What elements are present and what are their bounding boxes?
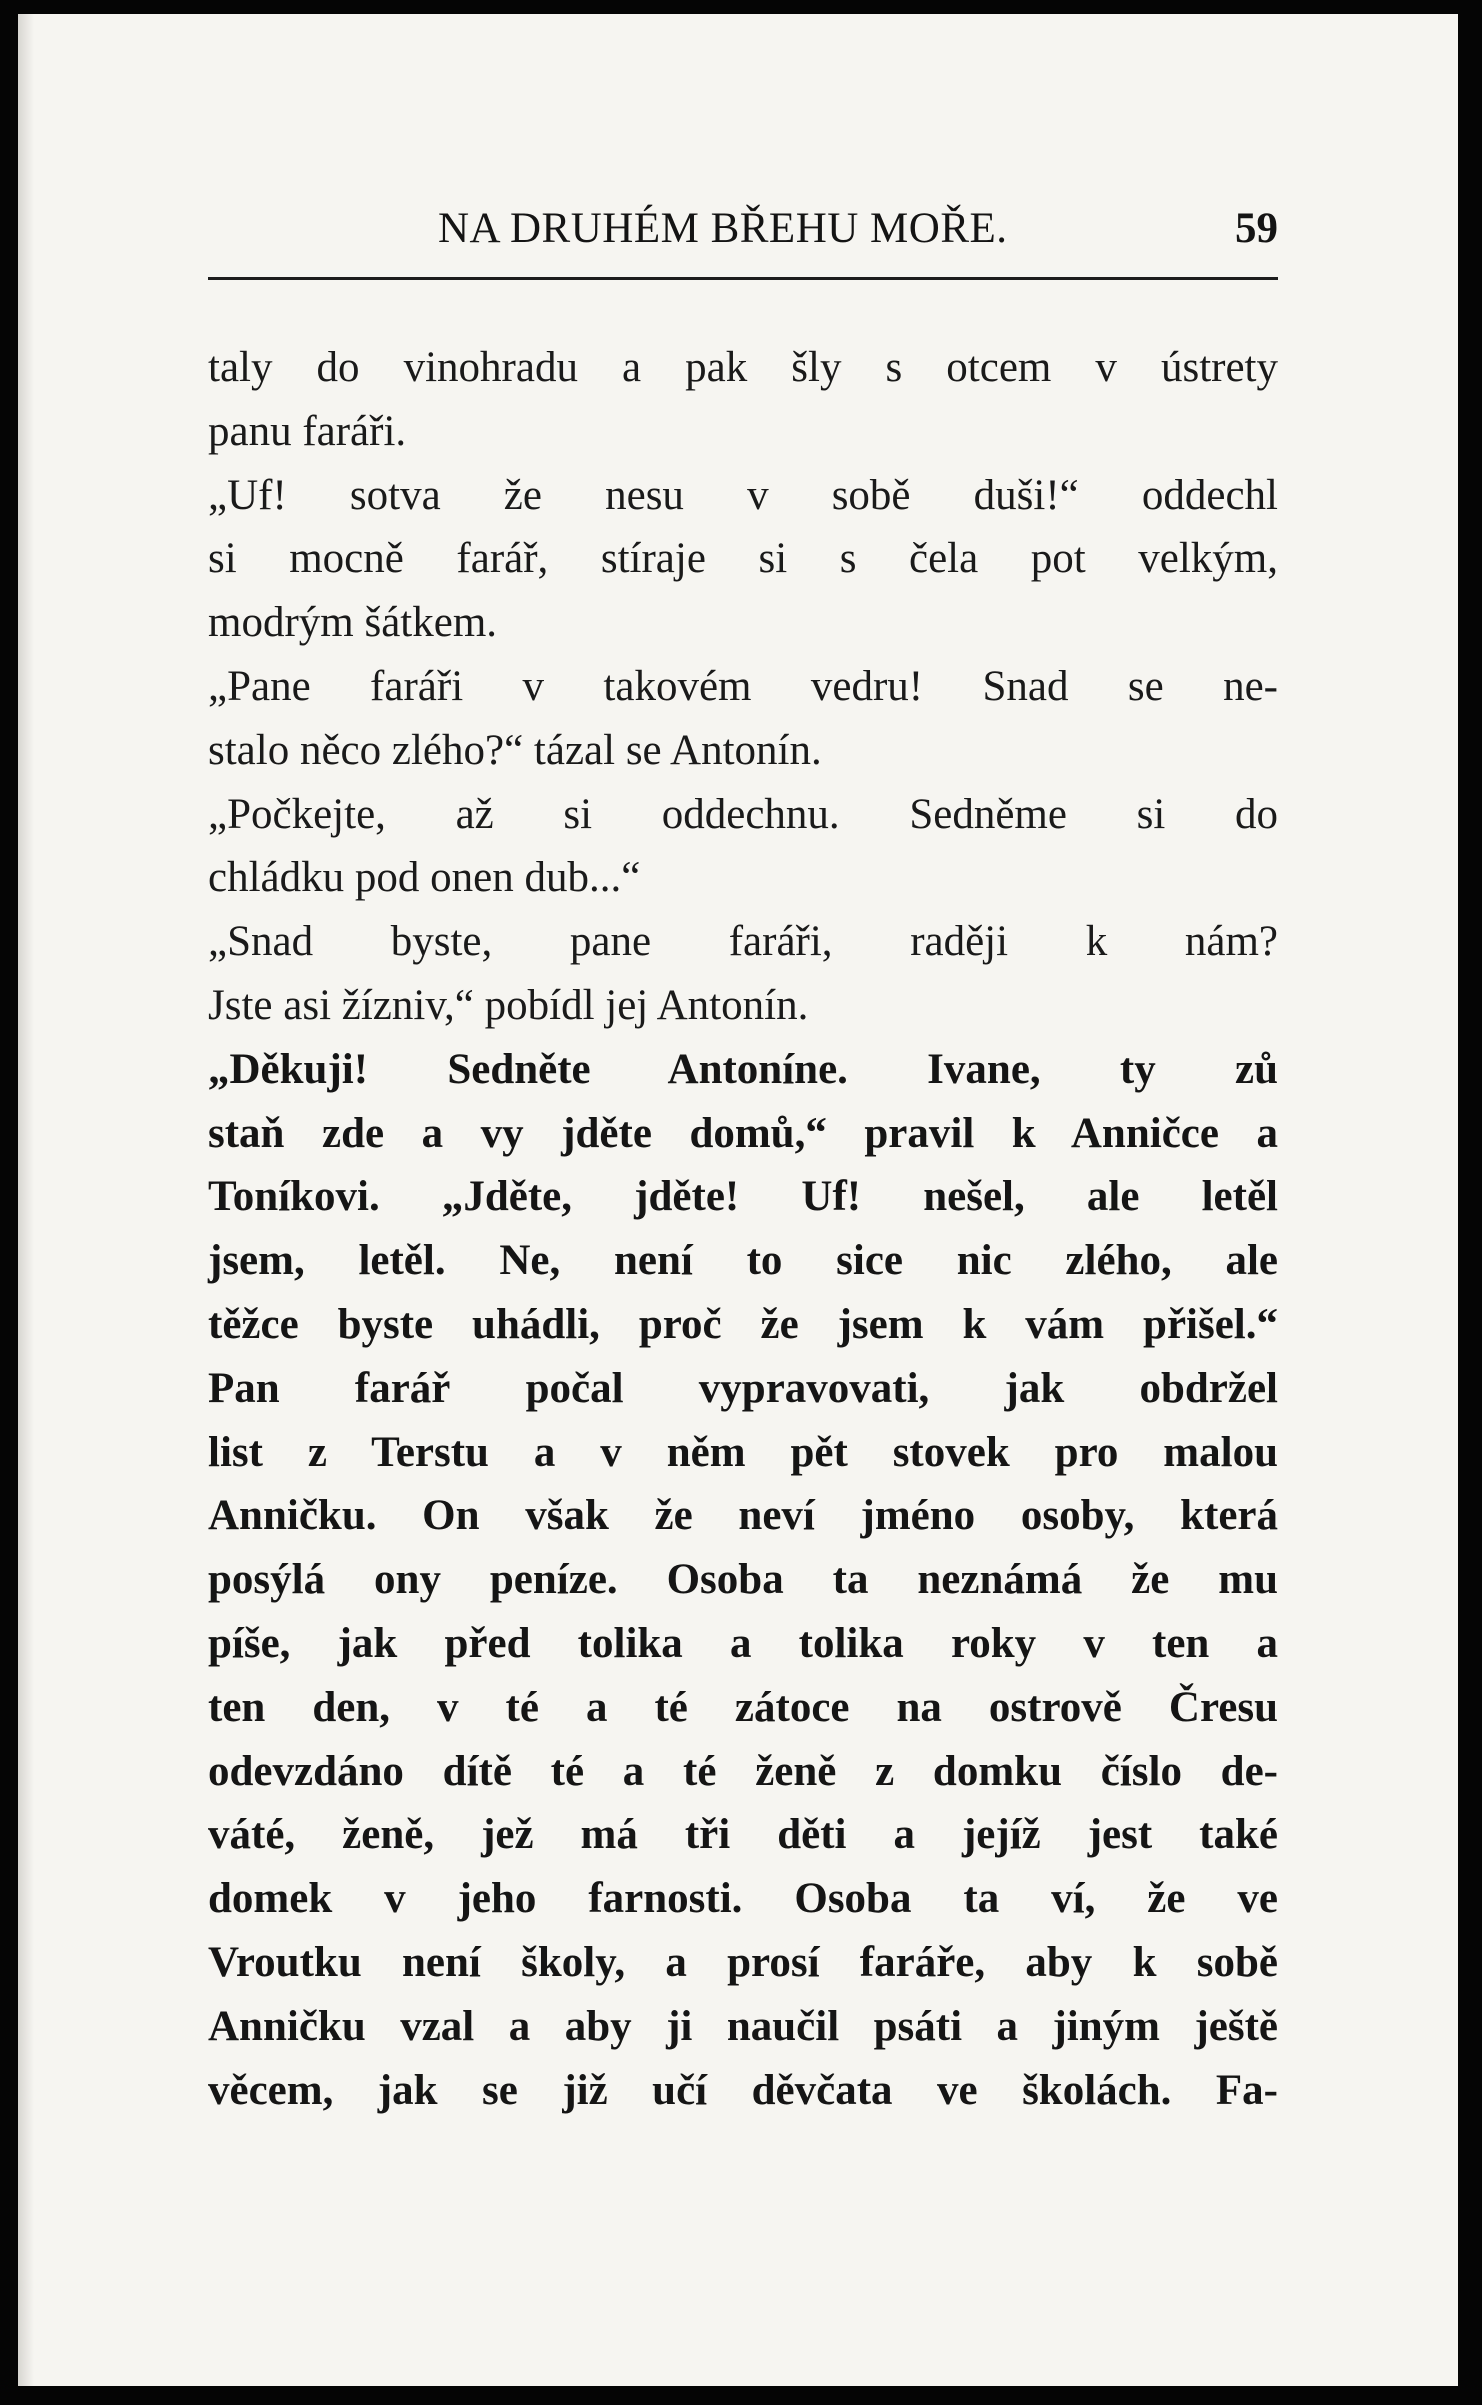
text-line: těžce byste uhádli, proč že jsem k vám přišel.“ bbox=[208, 1300, 1278, 1348]
running-title: NA DRUHÉM BŘEHU MOŘE. bbox=[438, 205, 1008, 252]
text-line: taly do vinohradu a pak šly s otcem v ústrety bbox=[208, 344, 1278, 391]
text-line: domek v jeho farnosti. Osoba ta ví, že ve bbox=[208, 1875, 1278, 1923]
text-line: „Snad byste, pane faráři, raději k nám? bbox=[208, 918, 1278, 966]
text-line: věcem, jak se již učí děvčata ve školách. Fa- bbox=[208, 2066, 1278, 2114]
text-line: modrým šátkem. bbox=[208, 599, 498, 647]
text-line: váté, ženě, jež má tři děti a jejíž jest také bbox=[208, 1811, 1278, 1859]
text-line: ten den, v té a té zátoce na ostrově Čresu bbox=[208, 1683, 1278, 1731]
text-line: píše, jak před tolika a tolika roky v ten a bbox=[208, 1619, 1278, 1667]
page-number: 59 bbox=[1235, 205, 1278, 252]
book-page bbox=[18, 14, 1458, 2386]
text-line: Anničku vzal a aby ji naučil psáti a jiným ještě bbox=[208, 2002, 1278, 2050]
body-text bbox=[208, 336, 1278, 2122]
text-line: Anničku. On však že neví jméno osoby, která bbox=[208, 1492, 1278, 1540]
text-line: „Uf! sotva že nesu v sobě duši!“ oddechl bbox=[208, 471, 1278, 519]
text-line: Vroutku není školy, a prosí faráře, aby k sobě bbox=[208, 1938, 1278, 1986]
text-line: staň zde a vy jděte domů,“ pravil k Anničce a bbox=[208, 1109, 1278, 1157]
page-header bbox=[208, 204, 1278, 264]
text-line: „Počkejte, až si oddechnu. Sedněme si do bbox=[208, 790, 1278, 838]
text-line: odevzdáno dítě té a té ženě z domku číslo de- bbox=[208, 1747, 1278, 1795]
text-line: posýlá ony peníze. Osoba ta neznámá že mu bbox=[208, 1556, 1278, 1604]
text-line: list z Terstu a v něm pět stovek pro malou bbox=[208, 1428, 1278, 1476]
text-line: panu faráři. bbox=[208, 407, 407, 455]
text-line: chládku pod onen dub...“ bbox=[208, 854, 641, 902]
text-line: „Děkuji! Sedněte Antoníne. Ivane, ty zů bbox=[208, 1045, 1278, 1093]
text-line: „Pane faráři v takovém vedru! Snad se ne- bbox=[208, 662, 1278, 710]
header-rule bbox=[208, 277, 1278, 280]
text-line: si mocně farář, stíraje si s čela pot velkým, bbox=[208, 535, 1278, 583]
text-line: jsem, letěl. Ne, není to sice nic zlého, ale bbox=[208, 1237, 1278, 1285]
text-line: Pan farář počal vypravovati, jak obdržel bbox=[208, 1364, 1278, 1412]
text-line: stalo něco zlého?“ tázal se Antonín. bbox=[208, 726, 822, 774]
text-line: Jste asi žízniv,“ pobídl jej Antonín. bbox=[208, 981, 809, 1029]
text-line: Toníkovi. „Jděte, jděte! Uf! nešel, ale letěl bbox=[208, 1173, 1278, 1221]
